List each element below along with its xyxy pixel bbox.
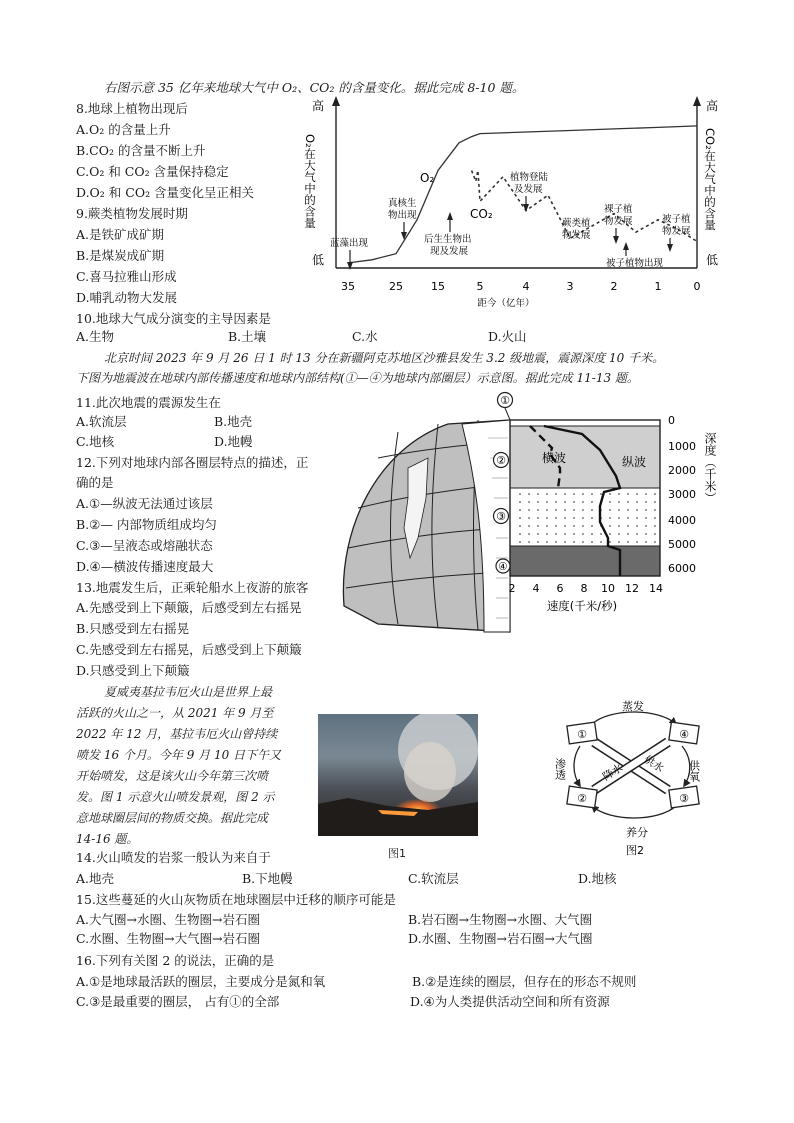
passage3-line1: 夏威夷基拉韦厄火山是世界上最 bbox=[104, 685, 273, 699]
stipple-dot bbox=[609, 493, 611, 495]
stipple-dot bbox=[618, 541, 620, 543]
node-2 bbox=[567, 786, 597, 808]
stipple-dot bbox=[609, 517, 611, 519]
q16-option-d[interactable]: D.④为人类提供活动空间和所有资源 bbox=[410, 994, 610, 1009]
q15-option-c[interactable]: C.水圈、生物圈→大气圈→岩石圈 bbox=[76, 931, 261, 946]
stipple-dot bbox=[582, 525, 584, 527]
right-axis-label: CO₂在大气中的含量 bbox=[703, 128, 717, 231]
stipple-dot bbox=[537, 541, 539, 543]
stipple-dot bbox=[519, 509, 521, 511]
stipple-dot bbox=[654, 517, 656, 519]
q10-option-b[interactable]: B.土壤 bbox=[228, 329, 267, 344]
depth-3000: 3000 bbox=[668, 488, 696, 501]
depth-axis-label: 深度（千米） bbox=[703, 432, 717, 504]
fig1-caption: 图1 bbox=[388, 847, 406, 860]
stipple-dot bbox=[591, 541, 593, 543]
passage3-line3: 2022 年 12 月，基拉韦厄火山曾持续 bbox=[76, 727, 278, 741]
ann-algae: 蓝藻出现 bbox=[330, 238, 369, 249]
stipple-dot bbox=[609, 509, 611, 511]
stipple-dot bbox=[600, 493, 602, 495]
node-4 bbox=[669, 722, 699, 744]
label-nutrient: 养分 bbox=[626, 826, 648, 839]
stipple-dot bbox=[627, 501, 629, 503]
q9-option-d[interactable]: D.哺乳动物大发展 bbox=[76, 290, 178, 305]
stipple-dot bbox=[555, 509, 557, 511]
stipple-dot bbox=[555, 493, 557, 495]
node-1 bbox=[567, 722, 597, 744]
stipple-dot bbox=[591, 533, 593, 535]
speed-2: 2 bbox=[508, 582, 516, 595]
stipple-dot bbox=[654, 501, 656, 503]
q15-stem: 15.这些蔓延的火山灰物质在地球圈层中迁移的顺序可能是 bbox=[76, 892, 396, 907]
stipple-dot bbox=[645, 533, 647, 535]
passage3-line8: 14-16 题。 bbox=[76, 832, 139, 846]
stipple-dot bbox=[600, 541, 602, 543]
stipple-dot bbox=[528, 517, 530, 519]
stipple-dot bbox=[519, 533, 521, 535]
svg-text:①: ① bbox=[577, 728, 587, 741]
stipple-dot bbox=[609, 501, 611, 503]
stipple-dot bbox=[546, 493, 548, 495]
stipple-dot bbox=[528, 509, 530, 511]
longitudinal-label: 纵波 bbox=[622, 455, 647, 469]
stipple-dot bbox=[546, 509, 548, 511]
left-axis-label: O₂在大气中的含量 bbox=[303, 134, 317, 229]
q16-option-b[interactable]: B.②是连续的圈层，但存在的形态不规则 bbox=[412, 974, 637, 989]
q12-stem: 12.下列对地球内部各圈层特点的描述，正 bbox=[76, 455, 309, 470]
stipple-dot bbox=[564, 533, 566, 535]
stipple-dot bbox=[618, 493, 620, 495]
q12-option-d[interactable]: D.④—横波传播速度最大 bbox=[76, 559, 214, 574]
label-seep: 渗透 bbox=[553, 758, 567, 780]
stipple-dot bbox=[582, 533, 584, 535]
stipple-dot bbox=[609, 541, 611, 543]
passage3-line5: 开始喷发，这是该火山今年第三次喷 bbox=[76, 769, 269, 783]
svg-text:②: ② bbox=[577, 792, 587, 805]
q12-option-c[interactable]: C.③—呈液态或熔融状态 bbox=[76, 538, 213, 553]
stipple-dot bbox=[582, 517, 584, 519]
q15-option-d[interactable]: D.水圈、生物圈→岩石圈→大气圈 bbox=[408, 931, 593, 946]
stipple-dot bbox=[636, 525, 638, 527]
arc-nutrient bbox=[592, 806, 676, 818]
stipple-dot bbox=[537, 525, 539, 527]
stipple-dot bbox=[636, 541, 638, 543]
stipple-dot bbox=[645, 501, 647, 503]
stipple-dot bbox=[654, 541, 656, 543]
atmosphere-chart bbox=[300, 94, 730, 310]
q12-stem-2: 确的是 bbox=[76, 475, 114, 490]
ann-land-2: 及发展 bbox=[514, 184, 543, 195]
q13-option-a[interactable]: A.先感受到上下颠簸，后感受到左右摇晃 bbox=[76, 600, 302, 615]
ann-gymno-1: 裸子植 bbox=[604, 204, 633, 215]
stipple-dot bbox=[573, 509, 575, 511]
x-tick-25: 25 bbox=[389, 280, 403, 293]
stipple-dot bbox=[537, 509, 539, 511]
stipple-dot bbox=[528, 501, 530, 503]
o2-label: O₂ bbox=[420, 171, 435, 185]
x-tick-15: 15 bbox=[431, 280, 445, 293]
stipple-dot bbox=[582, 541, 584, 543]
transverse-label: 横波 bbox=[542, 451, 567, 465]
stipple-dot bbox=[564, 509, 566, 511]
stipple-dot bbox=[564, 493, 566, 495]
stipple-dot bbox=[645, 525, 647, 527]
depth-1000: 1000 bbox=[668, 440, 696, 453]
speed-4: 4 bbox=[532, 582, 540, 595]
arc-seep bbox=[574, 746, 580, 786]
passage3-line6: 发。图 1 示意火山喷发景观，图 2 示 bbox=[76, 790, 275, 804]
label-supply-water: 供水 bbox=[641, 753, 666, 775]
x-tick-2: 2 bbox=[610, 280, 618, 293]
stipple-dot bbox=[528, 493, 530, 495]
stipple-dot bbox=[582, 493, 584, 495]
x-tick-4: 4 bbox=[522, 280, 530, 293]
ann-angio-2: 物发展 bbox=[662, 226, 691, 237]
speed-axis-label: 速度(千米/秒) bbox=[546, 599, 618, 613]
q9-option-a[interactable]: A.是铁矿成矿期 bbox=[76, 227, 165, 242]
q11-option-d[interactable]: D.地幔 bbox=[214, 434, 253, 449]
q12-option-b[interactable]: B.②— 内部物质组成均匀 bbox=[76, 517, 217, 532]
stipple-dot bbox=[564, 501, 566, 503]
stipple-dot bbox=[636, 517, 638, 519]
label-precip: 降水 bbox=[600, 761, 626, 784]
q13-option-c[interactable]: C.先感受到左右摇晃，后感受到上下颠簸 bbox=[76, 642, 302, 657]
fig2-caption: 图2 bbox=[626, 844, 644, 856]
stipple-dot bbox=[591, 525, 593, 527]
q9-option-c[interactable]: C.喜马拉雅山形成 bbox=[76, 269, 177, 284]
sphere-exchange-diagram bbox=[550, 694, 718, 856]
stipple-dot bbox=[528, 533, 530, 535]
stipple-dot bbox=[600, 533, 602, 535]
ann-gymno-2: 物发展 bbox=[604, 216, 633, 227]
stipple-dot bbox=[618, 517, 620, 519]
depth-4000: 4000 bbox=[668, 514, 696, 527]
q15-option-b[interactable]: B.岩石圈→生物圈→水圈、大气圈 bbox=[408, 912, 593, 927]
layer-3-outer-core bbox=[510, 488, 660, 546]
stipple-dot bbox=[519, 541, 521, 543]
svg-text:④: ④ bbox=[679, 728, 689, 741]
stipple-dot bbox=[591, 493, 593, 495]
ann-fern-1: 蕨类植 bbox=[562, 218, 591, 229]
stipple-dot bbox=[537, 517, 539, 519]
stipple-dot bbox=[537, 501, 539, 503]
stipple-dot bbox=[528, 541, 530, 543]
speed-12: 12 bbox=[625, 582, 639, 595]
stipple-dot bbox=[636, 509, 638, 511]
q14-option-c[interactable]: C.软流层 bbox=[408, 871, 459, 886]
q8-option-b[interactable]: B.CO₂ 的含量不断上升 bbox=[76, 143, 206, 158]
stipple-dot bbox=[609, 525, 611, 527]
depth-5000: 5000 bbox=[668, 538, 696, 551]
stipple-dot bbox=[564, 517, 566, 519]
q13-stem: 13.地震发生后，正乘轮船水上夜游的旅客 bbox=[76, 580, 309, 595]
q14-stem: 14.火山喷发的岩浆一般认为来自于 bbox=[76, 850, 271, 865]
q14-option-a[interactable]: A.地壳 bbox=[76, 871, 115, 886]
stipple-dot bbox=[627, 493, 629, 495]
right-axis-high: 高 bbox=[706, 99, 719, 113]
stipple-dot bbox=[555, 517, 557, 519]
ann-fern-2: 物发展 bbox=[562, 230, 591, 241]
stipple-dot bbox=[636, 493, 638, 495]
stipple-dot bbox=[555, 533, 557, 535]
left-axis-high: 高 bbox=[312, 99, 325, 113]
stipple-dot bbox=[564, 525, 566, 527]
q10-option-d[interactable]: D.火山 bbox=[488, 329, 527, 344]
layer-marker-3-text: ③ bbox=[496, 510, 506, 523]
stipple-dot bbox=[537, 533, 539, 535]
ann-angio-1: 被子植 bbox=[662, 214, 691, 225]
stipple-dot bbox=[519, 517, 521, 519]
layer-1-crust bbox=[510, 420, 660, 426]
stipple-dot bbox=[519, 525, 521, 527]
svg-text:③: ③ bbox=[679, 792, 689, 805]
stipple-dot bbox=[618, 525, 620, 527]
stipple-dot bbox=[645, 493, 647, 495]
q16-option-c[interactable]: C.③是最重要的圈层， 占有①的全部 bbox=[76, 994, 280, 1009]
x-tick-35: 35 bbox=[341, 280, 355, 293]
layer-marker-1-text: ① bbox=[500, 394, 510, 407]
stipple-dot bbox=[609, 533, 611, 535]
stipple-dot bbox=[528, 525, 530, 527]
stipple-dot bbox=[546, 501, 548, 503]
q11-option-a[interactable]: A.软流层 bbox=[76, 414, 127, 429]
q8-option-d[interactable]: D.O₂ 和 CO₂ 含量变化呈正相关 bbox=[76, 185, 255, 200]
earth-interior-diagram bbox=[338, 388, 728, 638]
q10-option-a[interactable]: A.生物 bbox=[76, 329, 115, 344]
q16-option-a[interactable]: A.①是地球最活跃的圈层，主要成分是氮和氧 bbox=[76, 974, 326, 989]
q8-option-c[interactable]: C.O₂ 和 CO₂ 含量保持稳定 bbox=[76, 164, 229, 179]
right-axis-low: 低 bbox=[706, 253, 719, 267]
intro-11-13-line2: 下图为地震波在地球内部传播速度和地球内部结构(①—④为地球内部圈层）示意图。据此完成 11-13 题。 bbox=[76, 371, 639, 385]
speed-ticks bbox=[509, 582, 664, 595]
stipple-dot bbox=[573, 517, 575, 519]
ann-seedless: 被子植物出现 bbox=[606, 258, 664, 269]
q11-option-c[interactable]: C.地核 bbox=[76, 434, 115, 449]
volcano-photo bbox=[318, 714, 478, 836]
stipple-dot bbox=[573, 533, 575, 535]
stipple-dot bbox=[546, 541, 548, 543]
ann-metazoa-1: 后生生物出 bbox=[424, 234, 472, 245]
stipple-dot bbox=[618, 509, 620, 511]
stipple-dot bbox=[645, 517, 647, 519]
ann-metazoa-2: 现及发展 bbox=[430, 246, 469, 257]
stipple-dot bbox=[582, 501, 584, 503]
arc-evap bbox=[592, 712, 676, 724]
stipple-dot bbox=[555, 541, 557, 543]
q14-option-b[interactable]: B.下地幔 bbox=[242, 871, 293, 886]
q16-stem: 16.下列有关图 2 的说法，正确的是 bbox=[76, 953, 275, 968]
stipple-dot bbox=[627, 525, 629, 527]
ann-eukaryote-1: 真核生 bbox=[388, 198, 417, 209]
stipple-dot bbox=[546, 533, 548, 535]
stipple-dot bbox=[591, 501, 593, 503]
stipple-dot bbox=[654, 533, 656, 535]
stipple-dot bbox=[645, 509, 647, 511]
stipple-dot bbox=[555, 525, 557, 527]
passage3-line2: 活跃的火山之一，从 2021 年 9 月至 bbox=[76, 706, 274, 720]
q11-option-b[interactable]: B.地壳 bbox=[214, 414, 253, 429]
x-tick-labels bbox=[341, 280, 701, 293]
depth-0: 0 bbox=[668, 414, 675, 427]
stipple-dot bbox=[546, 517, 548, 519]
q8-stem: 8.地球上植物出现后 bbox=[76, 101, 188, 116]
stipple-dot bbox=[591, 509, 593, 511]
intro-8-10: 右图示意 35 亿年来地球大气中 O₂、CO₂ 的含量变化。据此完成 8-10 题。 bbox=[104, 80, 525, 95]
left-axis-low: 低 bbox=[312, 253, 325, 267]
ann-eukaryote-2: 物出现 bbox=[388, 210, 417, 221]
stipple-dot bbox=[645, 541, 647, 543]
stipple-dot bbox=[618, 501, 620, 503]
x-tick-5: 5 bbox=[476, 280, 484, 293]
q12-option-a[interactable]: A.①—纵波无法通过该层 bbox=[76, 496, 213, 511]
stipple-dot bbox=[582, 509, 584, 511]
stipple-dot bbox=[573, 493, 575, 495]
layer-marker-2-text: ② bbox=[496, 454, 506, 467]
x-tick-3: 3 bbox=[566, 280, 574, 293]
stipple-dot bbox=[627, 517, 629, 519]
stipple-dot bbox=[618, 533, 620, 535]
stipple-dot bbox=[654, 525, 656, 527]
q8-option-a[interactable]: A.O₂ 的含量上升 bbox=[76, 122, 171, 137]
stipple-dot bbox=[636, 501, 638, 503]
stipple-dot bbox=[573, 541, 575, 543]
stipple-dot bbox=[591, 517, 593, 519]
q11-stem: 11.此次地震的震源发生在 bbox=[76, 395, 221, 410]
speed-8: 8 bbox=[580, 582, 588, 595]
stipple-dot bbox=[627, 541, 629, 543]
left-axis-arrow bbox=[332, 96, 340, 106]
stipple-dot bbox=[654, 493, 656, 495]
stipple-dot bbox=[654, 509, 656, 511]
label-evap: 蒸发 bbox=[622, 700, 644, 713]
depth-ticks bbox=[668, 414, 696, 575]
x-tick-0: 0 bbox=[693, 280, 701, 293]
q13-option-d[interactable]: D.只感受到上下颠簸 bbox=[76, 663, 190, 678]
node-3 bbox=[669, 786, 699, 808]
chart-annotations bbox=[330, 171, 691, 270]
stipple-dot bbox=[636, 533, 638, 535]
depth-6000: 6000 bbox=[668, 562, 696, 575]
speed-6: 6 bbox=[556, 582, 564, 595]
layer-marker-4-text: ④ bbox=[498, 561, 508, 573]
stipple-dot bbox=[519, 501, 521, 503]
stipple-dot bbox=[627, 533, 629, 535]
label-supply-o2: 供氧 bbox=[687, 760, 701, 782]
passage3-line4: 喷发 16 个月。今年 9 月 10 日下午又 bbox=[76, 748, 282, 762]
stipple-dot bbox=[564, 541, 566, 543]
q9-stem: 9.蕨类植物发展时期 bbox=[76, 206, 188, 221]
q14-option-d[interactable]: D.地核 bbox=[578, 871, 617, 886]
stipple-dot bbox=[519, 493, 521, 495]
speed-14: 14 bbox=[649, 582, 663, 595]
stipple-dot bbox=[573, 525, 575, 527]
depth-2000: 2000 bbox=[668, 464, 696, 477]
ann-land-1: 植物登陆 bbox=[510, 172, 549, 183]
stipple-dot bbox=[555, 501, 557, 503]
x-tick-1: 1 bbox=[654, 280, 662, 293]
co2-label: CO₂ bbox=[470, 207, 493, 221]
speed-10: 10 bbox=[601, 582, 615, 595]
stipple-dot bbox=[546, 525, 548, 527]
q10-option-c[interactable]: C.水 bbox=[352, 329, 378, 344]
intro-11-13: 北京时间 2023 年 9 月 26 日 1 时 13 分在新疆阿克苏地区沙雅县发生 3.2 级地震，震源深度 10 千米。 bbox=[104, 351, 665, 365]
q9-option-b[interactable]: B.是煤炭成矿期 bbox=[76, 248, 165, 263]
q10-stem: 10.地球大气成分演变的主导因素是 bbox=[76, 311, 271, 326]
layer-4-inner-core bbox=[510, 546, 660, 576]
q15-option-a[interactable]: A.大气圈→水圈、生物圈→岩石圈 bbox=[76, 912, 260, 927]
passage3-line7: 意地球圈层间的物质交换。据此完成 bbox=[76, 811, 269, 825]
stipple-dot bbox=[627, 509, 629, 511]
q13-option-b[interactable]: B.只感受到左右摇晃 bbox=[76, 621, 190, 636]
x-axis-label: 距今（亿年） bbox=[477, 298, 535, 309]
stipple-dot bbox=[573, 501, 575, 503]
right-axis-arrow bbox=[693, 96, 701, 106]
stipple-dot bbox=[537, 493, 539, 495]
